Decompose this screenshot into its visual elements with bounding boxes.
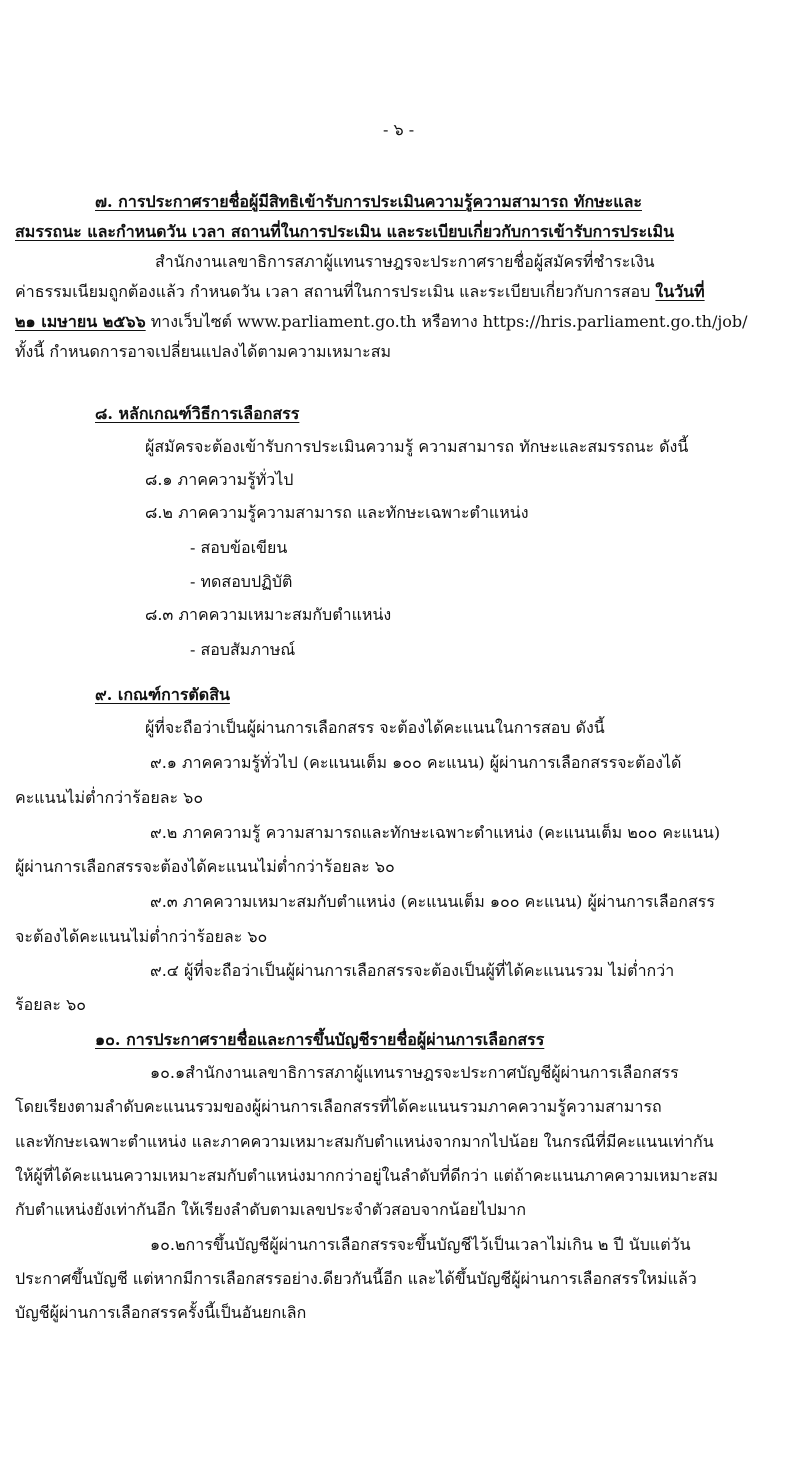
- section9-heading: ๙. เกณฑ์การตัดสิน: [95, 685, 230, 704]
- announce-date-label: ในวันที่: [655, 282, 705, 301]
- section9-item3-line2: จะต้องได้คะแนนไม่ต่ำกว่าร้อยละ ๖๐: [15, 927, 268, 946]
- announce-date: ๒๑ เมษายน ๒๕๖๖: [15, 312, 146, 331]
- paragraph-text: ค่าธรรมเนียมถูกต้องแล้ว กำหนดวัน เวลา สถานที่ในการประเมิน และระเบียบเกี่ยวกับการสอบ: [15, 282, 656, 301]
- section8-item2: ๘.๒ ภาคความรู้ความสามารถ และทักษะเฉพาะตำแหน่ง: [145, 503, 529, 522]
- section10-item1-line1: ๑๐.๑สำนักงานเลขาธิการสภาผู้แทนราษฎรจะประกาศบัญชีผู้ผ่านการเลือกสรร: [150, 1063, 679, 1082]
- section9-item1-line1: ๙.๑ ภาคความรู้ทั่วไป (คะแนนเต็ม ๑๐๐ คะแนน) ผู้ผ่านการเลือกสรรจะต้องได้: [150, 753, 682, 772]
- section10-item1-line4: ให้ผู้ที่ได้คะแนนความเหมาะสมกับตำแหน่งมากกว่าอยู่ในลำดับที่ดีกว่า แต่ถ้าคะแนนภาคความเหมาะสม: [15, 1166, 719, 1185]
- section7-paragraph-line4: ทั้งนี้ กำหนดการอาจเปลี่ยนแปลงได้ตามความเหมาะสม: [15, 342, 392, 361]
- section7-heading-line1: [95, 192, 642, 212]
- section7-paragraph-line1: สำนักงานเลขาธิการสภาผู้แทนราษฎรจะประกาศรายชื่อผู้สมัครที่ชำระเงิน: [155, 252, 655, 271]
- section8-item3-sub1: - สอบสัมภาษณ์: [190, 640, 296, 659]
- section10-item1-line3: และทักษะเฉพาะตำแหน่ง และภาคความเหมาะสมกับตำแหน่งจากมากไปน้อย ในกรณีที่มีคะแนนเท่ากัน: [15, 1132, 714, 1151]
- section9-intro: ผู้ที่จะถือว่าเป็นผู้ผ่านการเลือกสรร จะต้องได้คะแนนในการสอบ ดังนี้: [145, 718, 605, 737]
- section9-item3-line1: ๙.๓ ภาคความเหมาะสมกับตำแหน่ง (คะแนนเต็ม ๑๐๐ คะแนน) ผู้ผ่านการเลือกสรร: [150, 892, 715, 911]
- section10-heading: ๑๐. การประกาศรายชื่อและการขึ้นบัญชีรายชื่อผู้ผ่านการเลือกสรร: [95, 1030, 545, 1049]
- section7-heading-text: ๗. การประกาศรายชื่อผู้มีสิทธิเข้ารับการประเมินความรู้ความสามารถ ทักษะและ: [95, 192, 642, 211]
- page-number: - ๖ -: [383, 120, 415, 139]
- section8-item2-sub2: - ทดสอบปฏิบัติ: [190, 572, 293, 591]
- section8-heading: ๘. หลักเกณฑ์วิธีการเลือกสรร: [95, 404, 300, 423]
- section9-item4-line1: ๙.๔ ผู้ที่จะถือว่าเป็นผู้ผ่านการเลือกสรรจะต้องเป็นผู้ที่ได้คะแนนรวม ไม่ต่ำกว่า: [150, 961, 675, 980]
- section8-item1: ๘.๑ ภาคความรู้ทั่วไป: [145, 470, 294, 489]
- section8-item2-sub1: - สอบข้อเขียน: [190, 538, 288, 557]
- section10-item1-line5: กับตำแหน่งยังเท่ากันอีก ให้เรียงลำดับตามเลขประจำตัวสอบจากน้อยไปมาก: [15, 1200, 527, 1219]
- section10-item2-line2: ประกาศขึ้นบัญชี แต่หากมีการเลือกสรรอย่าง.ดียวกันนี้อีก และได้ขึ้นบัญชีผู้ผ่านการเลือกสรรใหม่แล้ว: [15, 1269, 697, 1288]
- section10-item2-line3: บัญชีผู้ผ่านการเลือกสรรครั้งนี้เป็นอันยกเลิก: [15, 1303, 307, 1322]
- section8-item3: ๘.๓ ภาคความเหมาะสมกับตำแหน่ง: [145, 605, 392, 624]
- section7-heading-line2: สมรรถนะ และกำหนดวัน เวลา สถานที่ในการประเมิน และระเบียบเกี่ยวกับการเข้ารับการประเมิน: [15, 222, 675, 241]
- section9-item1-line2: คะแนนไม่ต่ำกว่าร้อยละ ๖๐: [15, 788, 204, 807]
- website-text: ทางเว็บไซต์ www.parliament.go.th หรือทาง https://hris.parliament.go.th/job/: [145, 312, 748, 331]
- section9-item4-line2: ร้อยละ ๖๐: [15, 995, 86, 1014]
- section8-intro: ผู้สมัครจะต้องเข้ารับการประเมินความรู้ ความสามารถ ทักษะและสมรรถนะ ดังนี้: [145, 437, 689, 456]
- section7-paragraph-line3: [15, 312, 748, 332]
- section10-item1-line2: โดยเรียงตามลำดับคะแนนรวมของผู้ผ่านการเลือกสรรที่ได้คะแนนรวมภาคความรู้ความสามารถ: [15, 1097, 662, 1116]
- section9-item2-line1: ๙.๒ ภาคความรู้ ความสามารถและทักษะเฉพาะตำแหน่ง (คะแนนเต็ม ๒๐๐ คะแนน): [150, 823, 721, 842]
- section9-item2-line2: ผู้ผ่านการเลือกสรรจะต้องได้คะแนนไม่ต่ำกว่าร้อยละ ๖๐: [15, 857, 395, 876]
- section7-paragraph-line2: [15, 282, 705, 302]
- section10-item2-line1: ๑๐.๒การขึ้นบัญชีผู้ผ่านการเลือกสรรจะขึ้นบัญชีไว้เป็นเวลาไม่เกิน ๒ ปี นับแต่วัน: [150, 1235, 691, 1254]
